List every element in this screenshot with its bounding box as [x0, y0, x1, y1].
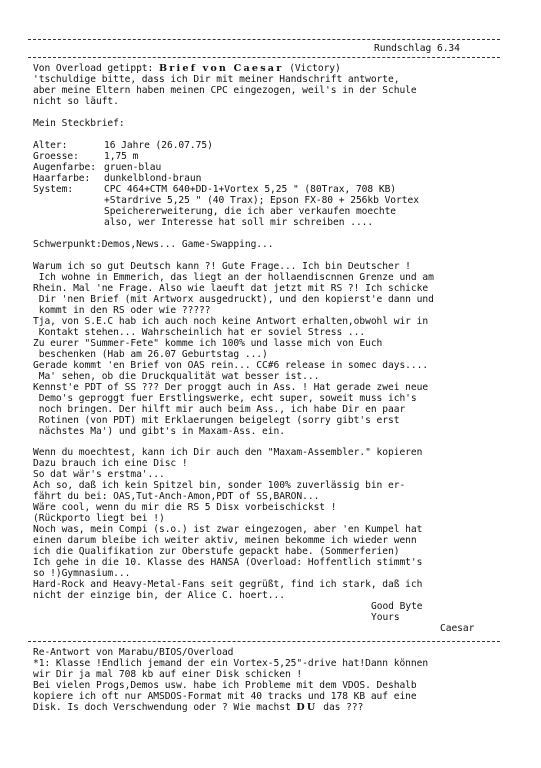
intro-line-3: aber meine Eltern haben meinen CPC eingezogen, weil's in der Schule — [33, 85, 417, 96]
field-value-augenfarbe: gruen-blau — [104, 162, 162, 173]
body1-line: Rotinen (von PDT) mit Erklaerungen beigelegt (sorry gibt's erst — [33, 415, 400, 426]
intro-prefix: Von Overload getippt: — [33, 63, 159, 74]
body1-line: Dir 'nen Brief (mit Artworx ausgedruckt), und den kopierst'e dann und — [33, 294, 434, 305]
field-value-alter: 16 Jahre (26.07.75) — [104, 140, 213, 151]
body1-line: kommt in den RS oder wie ????? — [33, 305, 211, 316]
field-label-groesse: Groesse: — [33, 151, 79, 162]
body1-line: beschenken (Hab am 26.07 Geburtstag ...) — [33, 349, 268, 360]
body1-line: Gerade kommt 'en Brief von OAS rein... CC#6 release in somec days.... — [33, 360, 429, 371]
body1-line: Zu eurer "Summer-Fete" komme ich 100% und lasse mich von Euch — [33, 338, 383, 349]
intro-line-2: 'tschuldige bitte, dass ich Dir mit meiner Handschrift antworte, — [33, 74, 400, 85]
intro-line-1 — [33, 63, 341, 74]
reply-line: Bei vielen Progs,Demos usw. habe ich Probleme mit dem VDOS. Deshalb — [33, 680, 417, 691]
intro-line-4: nicht so läuft. — [33, 96, 119, 107]
signoff-line: Yours — [371, 612, 400, 623]
body1-line: Ich wohne in Emmerich, das liegt an der hollaendiscnnen Grenze und am — [33, 272, 434, 283]
steckbrief-title: Mein Steckbrief: — [33, 118, 125, 129]
field-value-groesse: 1,75 m — [104, 151, 139, 162]
reply-last-line — [33, 702, 363, 713]
header-divider — [28, 57, 500, 58]
body1-line: nächstes Ma') und gibt's in Maxam-Ass. ein. — [33, 426, 285, 437]
body1-line: Rhein. Mal 'ne Frage. Also wie laeuft dat jetzt mit RS ?! Ich schicke — [33, 283, 429, 294]
reply-line: kopiere ich oft nur AMSDOS-Format mit 40 tracks und 178 KB auf eine — [33, 691, 417, 702]
reply-last-prefix: Disk. Is doch Verschwendung oder ? Wie machst — [33, 702, 297, 713]
intro-suffix: (Victory) — [283, 63, 341, 74]
body2-line: ich die Qualifikation zur Oberstufe gepackt habe. (Sommerferien) — [33, 546, 400, 557]
body2-line: Dazu brauch ich eine Disc ! — [33, 458, 188, 469]
body2-line: Ach so, daß ich kein Spitzel bin, sonder 100% zuverlässig bin er- — [33, 480, 406, 491]
body2-line: Ich gehe in die 10. Klasse des HANSA (Overload: Hoffentlich stimmt's — [33, 557, 423, 568]
body2-line: Wäre cool, wenn du mir die RS 5 Disx vorbeischickst ! — [33, 502, 337, 513]
reply-title: Re-Antwort von Marabu/BIOS/Overload — [33, 647, 234, 658]
body2-line: Noch was, mein Compi (s.o.) ist zwar eingezogen, aber 'en Kumpel hat — [33, 524, 423, 535]
body2-line: (Rückporto liegt bei !) — [33, 513, 165, 524]
body1-line: Kennst'e PDT of SS ??? Der proggt auch in Ass. ! Hat gerade zwei neue — [33, 382, 429, 393]
body2-line: einen darum bleibe ich weiter aktiv, meinen bekomme ich wieder wenn — [33, 535, 417, 546]
field-label-augenfarbe: Augenfarbe: — [33, 162, 96, 173]
section-divider — [28, 641, 500, 642]
page-header: Rundschlag 6.34 — [374, 43, 460, 54]
letter-title: Brief von Caesar — [158, 63, 284, 74]
field-value-system: CPC 464+CTM 640+DD-1+Vortex 5,25 " (80Trax, 708 KB) — [104, 184, 397, 195]
body1-line: noch bringen. Der hilft mir auch beim Ass., ich habe Dir en paar — [33, 404, 406, 415]
field-value-haarfarbe: dunkelblond-braun — [104, 173, 202, 184]
field-label-alter: Alter: — [33, 140, 68, 151]
system-line-2: +Stardrive 5,25 " (40 Trax); Epson FX-80 + 256kb Vortex — [104, 195, 419, 206]
body1-line: Warum ich so gut Deutsch kann ?! Gute Frage... Ich bin Deutscher ! — [33, 261, 411, 272]
body1-line: Demo's geproggt fuer Erstlingswerke, echt super, soweit muss ich's — [33, 393, 417, 404]
reply-line: *1: Klasse !Endlich jemand der ein Vortex-5,25"-drive hat!Dann können — [33, 658, 429, 669]
body2-line: fährt du bei: OAS,Tut-Anch-Amon,PDT of SS,BARON... — [33, 491, 320, 502]
field-label-system: System: — [33, 184, 74, 195]
schwerpunkt-line: Schwerpunkt:Demos,News... Game-Swapping... — [33, 239, 274, 250]
body2-line: nicht der einzige bin, der Alice C. hoert... — [33, 590, 285, 601]
top-divider — [28, 39, 500, 40]
body1-line: Kontakt stehen... Wahrscheinlich hat er soviel Stress ... — [33, 327, 366, 338]
body1-line: Tja, von S.E.C hab ich auch noch keine Antwort erhalten,obwohl wir in — [33, 316, 429, 327]
signoff-line: Good Byte — [371, 601, 423, 612]
field-label-haarfarbe: Haarfarbe: — [33, 173, 91, 184]
body2-line: So dat wär's erstma'... — [33, 469, 165, 480]
body2-line: so !)Gymnasium... — [33, 568, 131, 579]
body1-line: Ma' sehen, ob die Druckqualität wat besser ist... — [33, 371, 320, 382]
system-line-4: also, wer Interesse hat soll mir schreiben .... — [104, 217, 374, 228]
system-line-3: Speichererweiterung, die ich aber verkaufen moechte — [104, 206, 397, 217]
signature: Caesar — [440, 623, 475, 634]
reply-line: wir Dir ja mal 708 kb auf einer Disk schicken ! — [33, 669, 303, 680]
body2-line: Wenn du moechtest, kann ich Dir auch den "Maxam-Assembler." kopieren — [33, 447, 423, 458]
body2-line: Hard-Rock and Heavy-Metal-Fans seit gegrüßt, find ich stark, daß ich — [33, 579, 423, 590]
reply-last-suffix: das ??? — [317, 702, 364, 713]
reply-du: DU — [296, 702, 318, 713]
